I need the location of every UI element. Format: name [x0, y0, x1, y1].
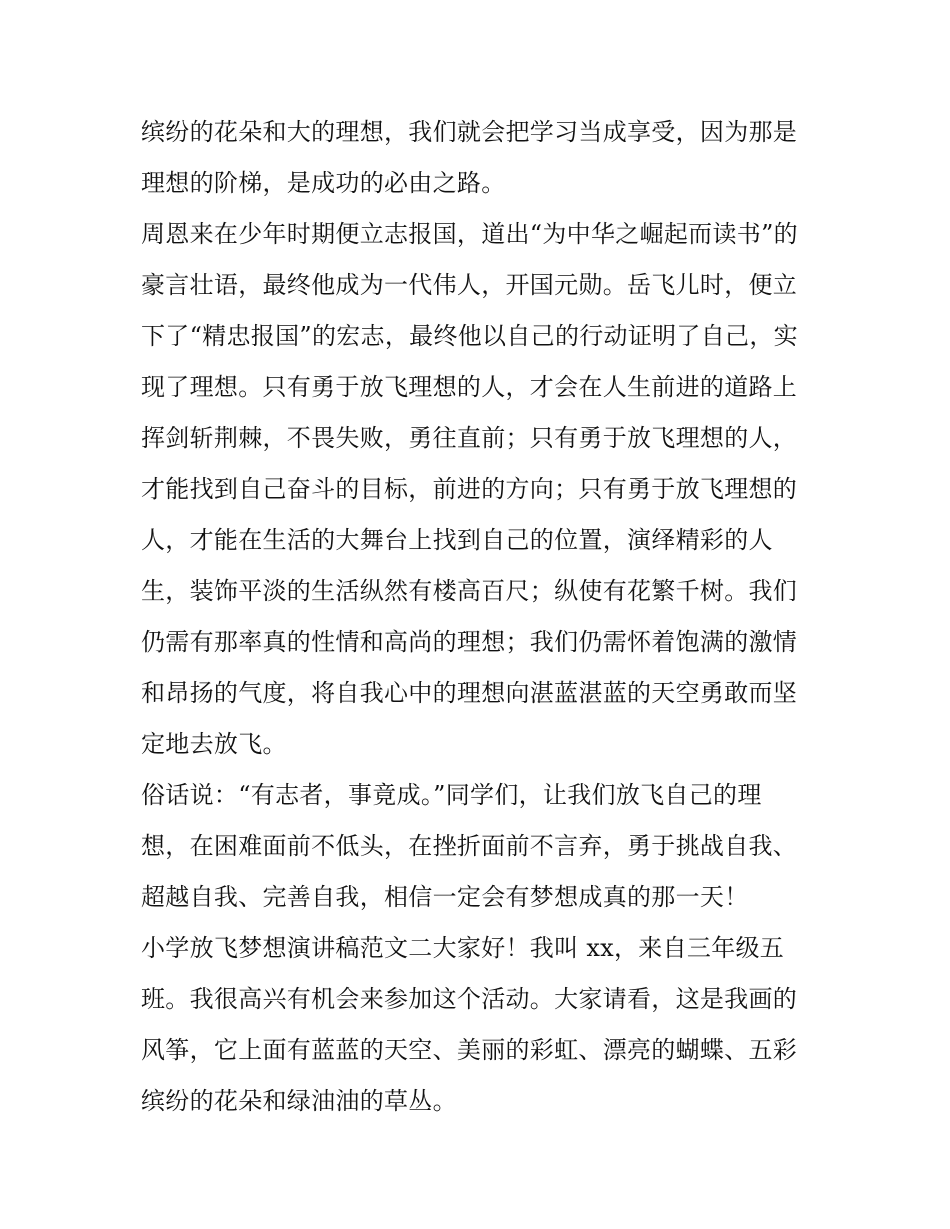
text-line: 人，才能在生活的大舞台上找到自己的位置，演绎精彩的人 — [141, 526, 773, 554]
text-line: 缤纷的花朵和绿油油的草丛。 — [141, 1087, 457, 1115]
text-line: 才能找到自己奋斗的目标，前进的方向；只有勇于放飞理想的 — [141, 475, 798, 503]
text-line: 定地去放飞。 — [141, 730, 287, 758]
text-line: 和昂扬的气度，将自我心中的理想向湛蓝湛蓝的天空勇敢而坚 — [141, 679, 798, 707]
text-line: 班。我很高兴有机会来参加这个活动。大家请看，这是我画的 — [141, 985, 798, 1013]
text-line: 超越自我、完善自我，相信一定会有梦想成真的那一天！ — [141, 883, 749, 911]
text-line: 风筝，它上面有蓝蓝的天空、美丽的彩虹、漂亮的蝴蝶、五彩 — [141, 1036, 798, 1064]
text-line: 理想的阶梯，是成功的必由之路。 — [141, 169, 506, 197]
text-line: 俗话说：“有志者，事竟成。”同学们，让我们放飞自己的理 — [141, 781, 762, 809]
document-body — [141, 107, 821, 1127]
text-line: 缤纷的花朵和大的理想，我们就会把学习当成享受，因为那是 — [141, 118, 798, 146]
text-line: 想，在困难面前不低头，在挫折面前不言弃，勇于挑战自我、 — [141, 832, 798, 860]
text-line: 挥剑斩荆棘，不畏失败，勇往直前；只有勇于放飞理想的人， — [141, 424, 798, 452]
text-line: 现了理想。只有勇于放飞理想的人，才会在人生前进的道路上 — [141, 373, 798, 401]
text-line: 生，装饰平淡的生活纵然有楼高百尺；纵使有花繁千树。我们 — [141, 577, 798, 605]
text-line: 周恩来在少年时期便立志报国，道出“为中华之崛起而读书”的 — [141, 220, 798, 248]
text-line: 下了“精忠报国”的宏志，最终他以自己的行动证明了自己，实 — [141, 322, 798, 350]
text-line: 豪言壮语，最终他成为一代伟人，开国元勋。岳飞儿时，便立 — [141, 271, 798, 299]
text-line: 仍需有那率真的性情和高尚的理想；我们仍需怀着饱满的激情 — [141, 628, 798, 656]
text-line: 小学放飞梦想演讲稿范文二大家好！我叫 xx，来自三年级五 — [141, 934, 785, 962]
